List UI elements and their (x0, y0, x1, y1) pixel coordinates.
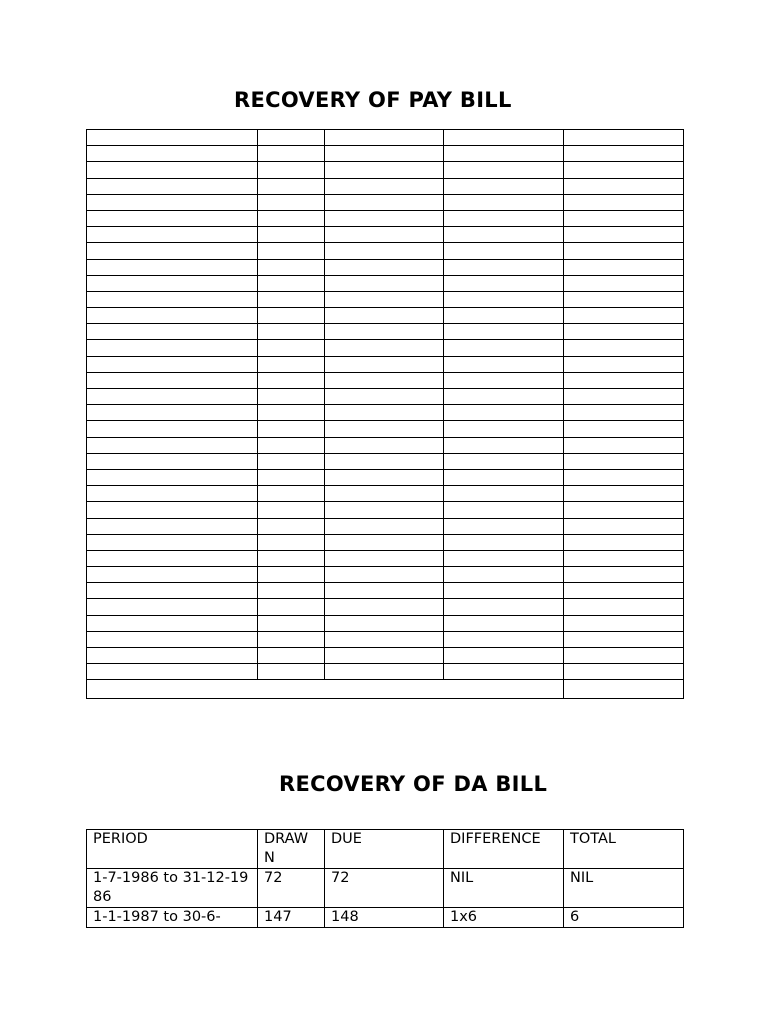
blank-table-row (87, 340, 684, 356)
blank-table-row (87, 453, 684, 469)
blank-table-row (87, 324, 684, 340)
blank-cell (325, 194, 444, 210)
blank-cell (564, 502, 684, 518)
blank-cell (87, 421, 258, 437)
blank-cell (325, 243, 444, 259)
blank-cell (258, 486, 325, 502)
blank-cell (87, 599, 258, 615)
blank-cell (564, 308, 684, 324)
blank-cell (564, 275, 684, 291)
blank-cell (87, 550, 258, 566)
blank-table-row (87, 275, 684, 291)
blank-cell (87, 372, 258, 388)
blank-cell (564, 389, 684, 405)
blank-cell (325, 615, 444, 631)
blank-cell (444, 243, 564, 259)
blank-cell (258, 469, 325, 485)
blank-cell (444, 615, 564, 631)
blank-cell (444, 453, 564, 469)
blank-cell (325, 291, 444, 307)
column-header-drawn: DRAWN (258, 830, 325, 869)
blank-cell (258, 648, 325, 664)
blank-cell (325, 583, 444, 599)
blank-cell (444, 227, 564, 243)
blank-cell (444, 631, 564, 647)
blank-cell (258, 372, 325, 388)
total-cell: NIL (564, 869, 684, 908)
blank-cell (325, 567, 444, 583)
blank-cell (87, 389, 258, 405)
blank-cell (564, 178, 684, 194)
blank-cell (325, 599, 444, 615)
blank-cell (258, 146, 325, 162)
blank-table-row (87, 389, 684, 405)
blank-cell (564, 405, 684, 421)
blank-table-row (87, 405, 684, 421)
pay-bill-table (86, 129, 684, 699)
blank-cell (87, 194, 258, 210)
drawn-cell: 72 (258, 869, 325, 908)
blank-cell (325, 518, 444, 534)
blank-table-row (87, 291, 684, 307)
blank-cell (87, 405, 258, 421)
blank-cell (564, 130, 684, 146)
blank-cell (444, 308, 564, 324)
blank-cell (87, 583, 258, 599)
blank-table-row (87, 437, 684, 453)
blank-table-row (87, 502, 684, 518)
blank-cell (444, 291, 564, 307)
blank-cell (444, 421, 564, 437)
blank-cell (258, 534, 325, 550)
blank-table-row (87, 648, 684, 664)
blank-cell (325, 453, 444, 469)
blank-cell (258, 421, 325, 437)
blank-table-row (87, 583, 684, 599)
drawn-cell: 147 (258, 908, 325, 928)
blank-cell (444, 130, 564, 146)
blank-cell (87, 486, 258, 502)
blank-cell (564, 340, 684, 356)
blank-cell (325, 502, 444, 518)
column-header-difference: DIFFERENCE (444, 830, 564, 869)
blank-cell (444, 583, 564, 599)
blank-cell (258, 194, 325, 210)
blank-cell (87, 518, 258, 534)
blank-cell (87, 631, 258, 647)
blank-cell (444, 648, 564, 664)
blank-cell (444, 518, 564, 534)
blank-cell (258, 502, 325, 518)
blank-cell (258, 389, 325, 405)
blank-cell (87, 437, 258, 453)
blank-cell (87, 243, 258, 259)
blank-cell (87, 680, 564, 699)
blank-cell (258, 615, 325, 631)
blank-cell (258, 583, 325, 599)
blank-cell (564, 227, 684, 243)
blank-table-row (87, 308, 684, 324)
blank-cell (87, 227, 258, 243)
blank-cell (444, 534, 564, 550)
blank-cell (444, 405, 564, 421)
blank-cell (325, 259, 444, 275)
blank-table-row (87, 550, 684, 566)
blank-cell (258, 356, 325, 372)
blank-table-row (87, 567, 684, 583)
blank-cell (564, 324, 684, 340)
blank-cell (325, 437, 444, 453)
column-header-total: TOTAL (564, 830, 684, 869)
blank-cell (444, 599, 564, 615)
blank-cell (564, 486, 684, 502)
blank-cell (564, 550, 684, 566)
blank-cell (444, 340, 564, 356)
blank-cell (258, 162, 325, 178)
blank-cell (325, 227, 444, 243)
blank-cell (87, 469, 258, 485)
blank-cell (258, 243, 325, 259)
blank-cell (444, 356, 564, 372)
blank-cell (564, 664, 684, 680)
blank-table-row (87, 146, 684, 162)
blank-cell (325, 356, 444, 372)
blank-cell (564, 615, 684, 631)
blank-table-row (87, 130, 684, 146)
period-cell: 1-1-1987 to 30-6- (87, 908, 258, 928)
blank-cell (325, 421, 444, 437)
blank-cell (564, 162, 684, 178)
blank-cell (444, 550, 564, 566)
blank-cell (564, 356, 684, 372)
difference-cell: NIL (444, 869, 564, 908)
blank-cell (564, 243, 684, 259)
table-row (87, 908, 684, 928)
blank-cell (444, 469, 564, 485)
blank-cell (258, 518, 325, 534)
blank-cell (444, 567, 564, 583)
blank-cell (325, 405, 444, 421)
blank-cell (325, 372, 444, 388)
blank-cell (87, 308, 258, 324)
due-cell: 72 (325, 869, 444, 908)
blank-cell (325, 275, 444, 291)
blank-cell (87, 534, 258, 550)
blank-table-row (87, 518, 684, 534)
blank-cell (444, 664, 564, 680)
blank-cell (258, 259, 325, 275)
blank-cell (325, 534, 444, 550)
blank-cell (87, 356, 258, 372)
blank-cell (325, 178, 444, 194)
blank-cell (87, 162, 258, 178)
blank-cell (564, 146, 684, 162)
blank-cell (444, 194, 564, 210)
blank-cell (444, 178, 564, 194)
blank-cell (325, 664, 444, 680)
blank-cell (87, 567, 258, 583)
blank-cell (444, 502, 564, 518)
blank-cell (325, 340, 444, 356)
blank-cell (444, 372, 564, 388)
blank-cell (87, 648, 258, 664)
difference-cell: 1x6 (444, 908, 564, 928)
blank-cell (444, 210, 564, 226)
blank-table-row (87, 469, 684, 485)
blank-cell (258, 631, 325, 647)
blank-cell (325, 324, 444, 340)
pay-bill-title: RECOVERY OF PAY BILL (234, 88, 512, 112)
blank-cell (87, 146, 258, 162)
blank-cell (325, 648, 444, 664)
da-bill-table (86, 829, 684, 928)
blank-cell (325, 486, 444, 502)
blank-cell (564, 648, 684, 664)
blank-cell (87, 502, 258, 518)
blank-cell (325, 130, 444, 146)
table-row (87, 869, 684, 908)
blank-cell (258, 291, 325, 307)
blank-cell (564, 453, 684, 469)
blank-cell (564, 194, 684, 210)
due-cell: 148 (325, 908, 444, 928)
da-bill-header-row (87, 830, 684, 869)
da-bill-title: RECOVERY OF DA BILL (279, 772, 548, 796)
blank-table-row (87, 372, 684, 388)
blank-table-row (87, 486, 684, 502)
blank-cell (564, 210, 684, 226)
blank-cell (87, 324, 258, 340)
total-cell: 6 (564, 908, 684, 928)
blank-cell (564, 680, 684, 699)
blank-table-row (87, 259, 684, 275)
blank-cell (444, 389, 564, 405)
blank-table-row (87, 615, 684, 631)
pay-bill-table-body (87, 130, 684, 699)
blank-cell (258, 275, 325, 291)
blank-cell (564, 469, 684, 485)
blank-cell (325, 631, 444, 647)
blank-table-row (87, 534, 684, 550)
blank-cell (564, 518, 684, 534)
blank-cell (87, 291, 258, 307)
blank-cell (444, 486, 564, 502)
blank-cell (564, 259, 684, 275)
blank-cell (87, 275, 258, 291)
blank-cell (564, 372, 684, 388)
blank-cell (564, 583, 684, 599)
blank-cell (87, 340, 258, 356)
blank-cell (564, 631, 684, 647)
blank-table-row (87, 194, 684, 210)
blank-cell (564, 437, 684, 453)
blank-cell (325, 210, 444, 226)
blank-cell (87, 178, 258, 194)
blank-cell (564, 567, 684, 583)
blank-cell (258, 664, 325, 680)
blank-cell (87, 615, 258, 631)
blank-table-row (87, 599, 684, 615)
blank-cell (564, 291, 684, 307)
blank-cell (258, 210, 325, 226)
blank-cell (258, 227, 325, 243)
blank-table-row (87, 178, 684, 194)
blank-cell (325, 146, 444, 162)
blank-cell (258, 130, 325, 146)
blank-cell (87, 210, 258, 226)
blank-cell (564, 599, 684, 615)
column-header-due: DUE (325, 830, 444, 869)
blank-cell (325, 308, 444, 324)
period-cell: 1-7-1986 to 31-12-1986 (87, 869, 258, 908)
blank-cell (258, 178, 325, 194)
blank-cell (258, 405, 325, 421)
blank-cell (325, 550, 444, 566)
blank-cell (444, 146, 564, 162)
blank-cell (258, 324, 325, 340)
blank-table-row (87, 227, 684, 243)
blank-cell (325, 469, 444, 485)
blank-cell (444, 162, 564, 178)
blank-table-row (87, 631, 684, 647)
blank-cell (444, 275, 564, 291)
blank-cell (444, 437, 564, 453)
blank-cell (87, 664, 258, 680)
blank-table-row (87, 356, 684, 372)
blank-table-row (87, 664, 684, 680)
blank-table-row (87, 210, 684, 226)
blank-cell (444, 259, 564, 275)
blank-cell (444, 324, 564, 340)
blank-cell (258, 453, 325, 469)
blank-cell (564, 534, 684, 550)
column-header-period: PERIOD (87, 830, 258, 869)
blank-cell (87, 259, 258, 275)
blank-cell (87, 453, 258, 469)
blank-cell (258, 308, 325, 324)
blank-cell (325, 389, 444, 405)
blank-cell (258, 550, 325, 566)
blank-cell (325, 162, 444, 178)
blank-table-row (87, 421, 684, 437)
blank-table-row (87, 162, 684, 178)
blank-cell (258, 599, 325, 615)
blank-table-row (87, 243, 684, 259)
blank-cell (258, 567, 325, 583)
blank-cell (564, 421, 684, 437)
blank-cell (87, 130, 258, 146)
blank-cell (258, 340, 325, 356)
blank-cell (258, 437, 325, 453)
total-row (87, 680, 684, 699)
